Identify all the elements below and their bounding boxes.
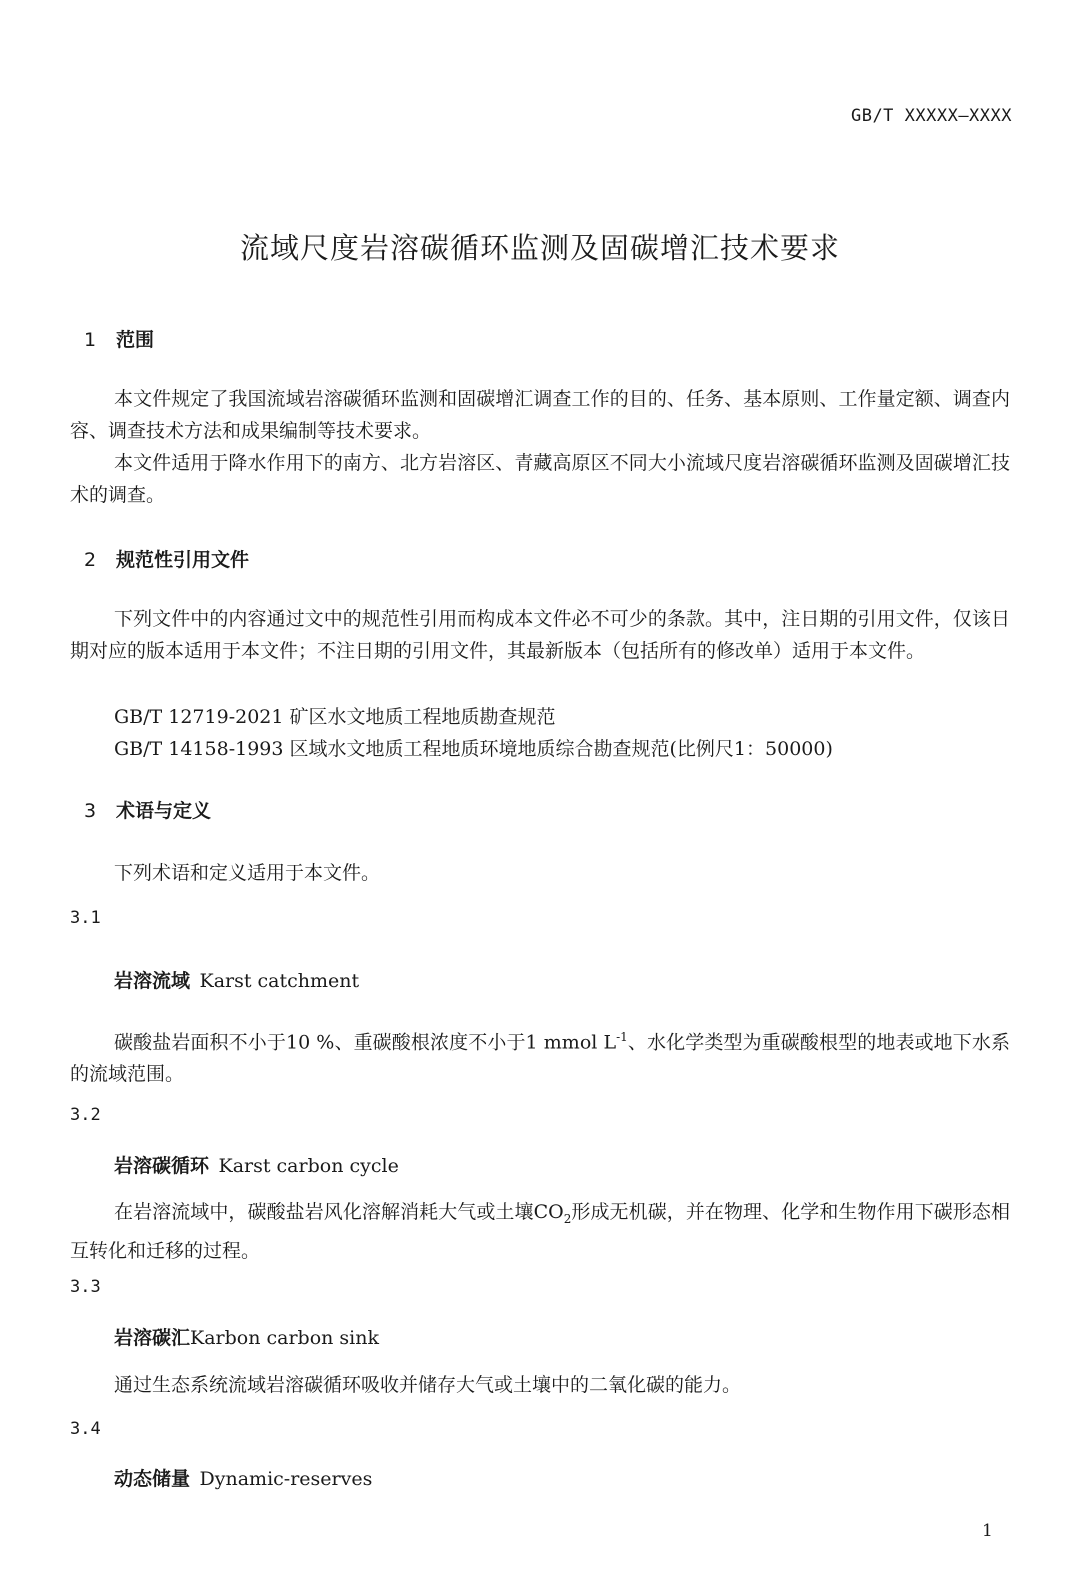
term-definition: 在岩溶流域中，碳酸盐岩风化溶解消耗大气或土壤$CO_2$形成无机碳，并在物理、化学和生物作用下碳形态相互转化和迁移的过程。 [70,1201,1010,1262]
term-definition: 碳酸盐岩面积不小于10 %、重碳酸根浓度不小于1 mmol $L^{-1}$、水化学类型为重碳酸根型的地表或地下水系的流域范围。 [70,1030,1010,1086]
reference-item: GB/T 12719-2021 矿区水文地质工程地质勘查规范 [114,706,556,728]
section-title: 范围 [116,329,155,351]
term-zh: 岩溶流域 [114,970,191,992]
section-title: 术语与定义 [116,800,212,822]
paragraph: 下列文件中的内容通过文中的规范性引用而构成本文件必不可少的条款。其中，注日期的引用文件，仅该日期对应的版本适用于本文件；不注日期的引用文件，其最新版本（包括所有的修改单）适用于本文件。 [70,608,1010,662]
section-number: 2 [84,549,97,571]
section-heading-normative-references [84,545,249,572]
term-en: Karst carbon cycle [218,1155,399,1177]
reference-item: GB/T 14158-1993 区域水文地质工程地质环境地质综合勘查规范(比例尺1：50000) [114,738,833,760]
term-zh: 岩溶碳循环 [114,1155,210,1177]
term-en: Karst catchment [199,970,360,992]
paragraph: 本文件适用于降水作用下的南方、北方岩溶区、青藏高原区不同大小流域尺度岩溶碳循环监测及固碳增汇技术的调查。 [70,452,1010,506]
term-en: Dynamic-reserves [199,1468,373,1490]
paragraph: 本文件规定了我国流域岩溶碳循环监测和固碳增汇调查工作的目的、任务、基本原则、工作量定额、调查内容、调查技术方法和成果编制等技术要求。 [70,388,1010,442]
clause-number: 3.4 [70,1419,101,1439]
section-heading-scope [84,325,154,352]
term-entry [114,1323,379,1350]
document-title: 流域尺度岩溶碳循环监测及固碳增汇技术要求 [239,231,840,265]
standard-code: GB/T XXXXX—XXXX [850,106,1012,126]
clause-number: 3.3 [70,1277,101,1297]
section-number: 3 [84,800,97,822]
term-zh: 岩溶碳汇 [114,1327,191,1349]
term-entry [114,1464,372,1491]
clause-number: 3.2 [70,1105,101,1125]
term-entry [114,1151,399,1178]
section-title: 规范性引用文件 [116,549,250,571]
section-number: 1 [84,329,97,351]
term-zh: 动态储量 [114,1468,191,1490]
clause-number: 3.1 [70,908,101,928]
term-en: Karbon carbon sink [190,1327,380,1349]
term-entry [114,966,359,993]
term-definition: 通过生态系统流域岩溶碳循环吸收并储存大气或土壤中的二氧化碳的能力。 [114,1374,742,1396]
page-number: 1 [982,1521,993,1541]
paragraph: 下列术语和定义适用于本文件。 [114,862,381,884]
section-heading-terms-definitions [84,796,211,823]
